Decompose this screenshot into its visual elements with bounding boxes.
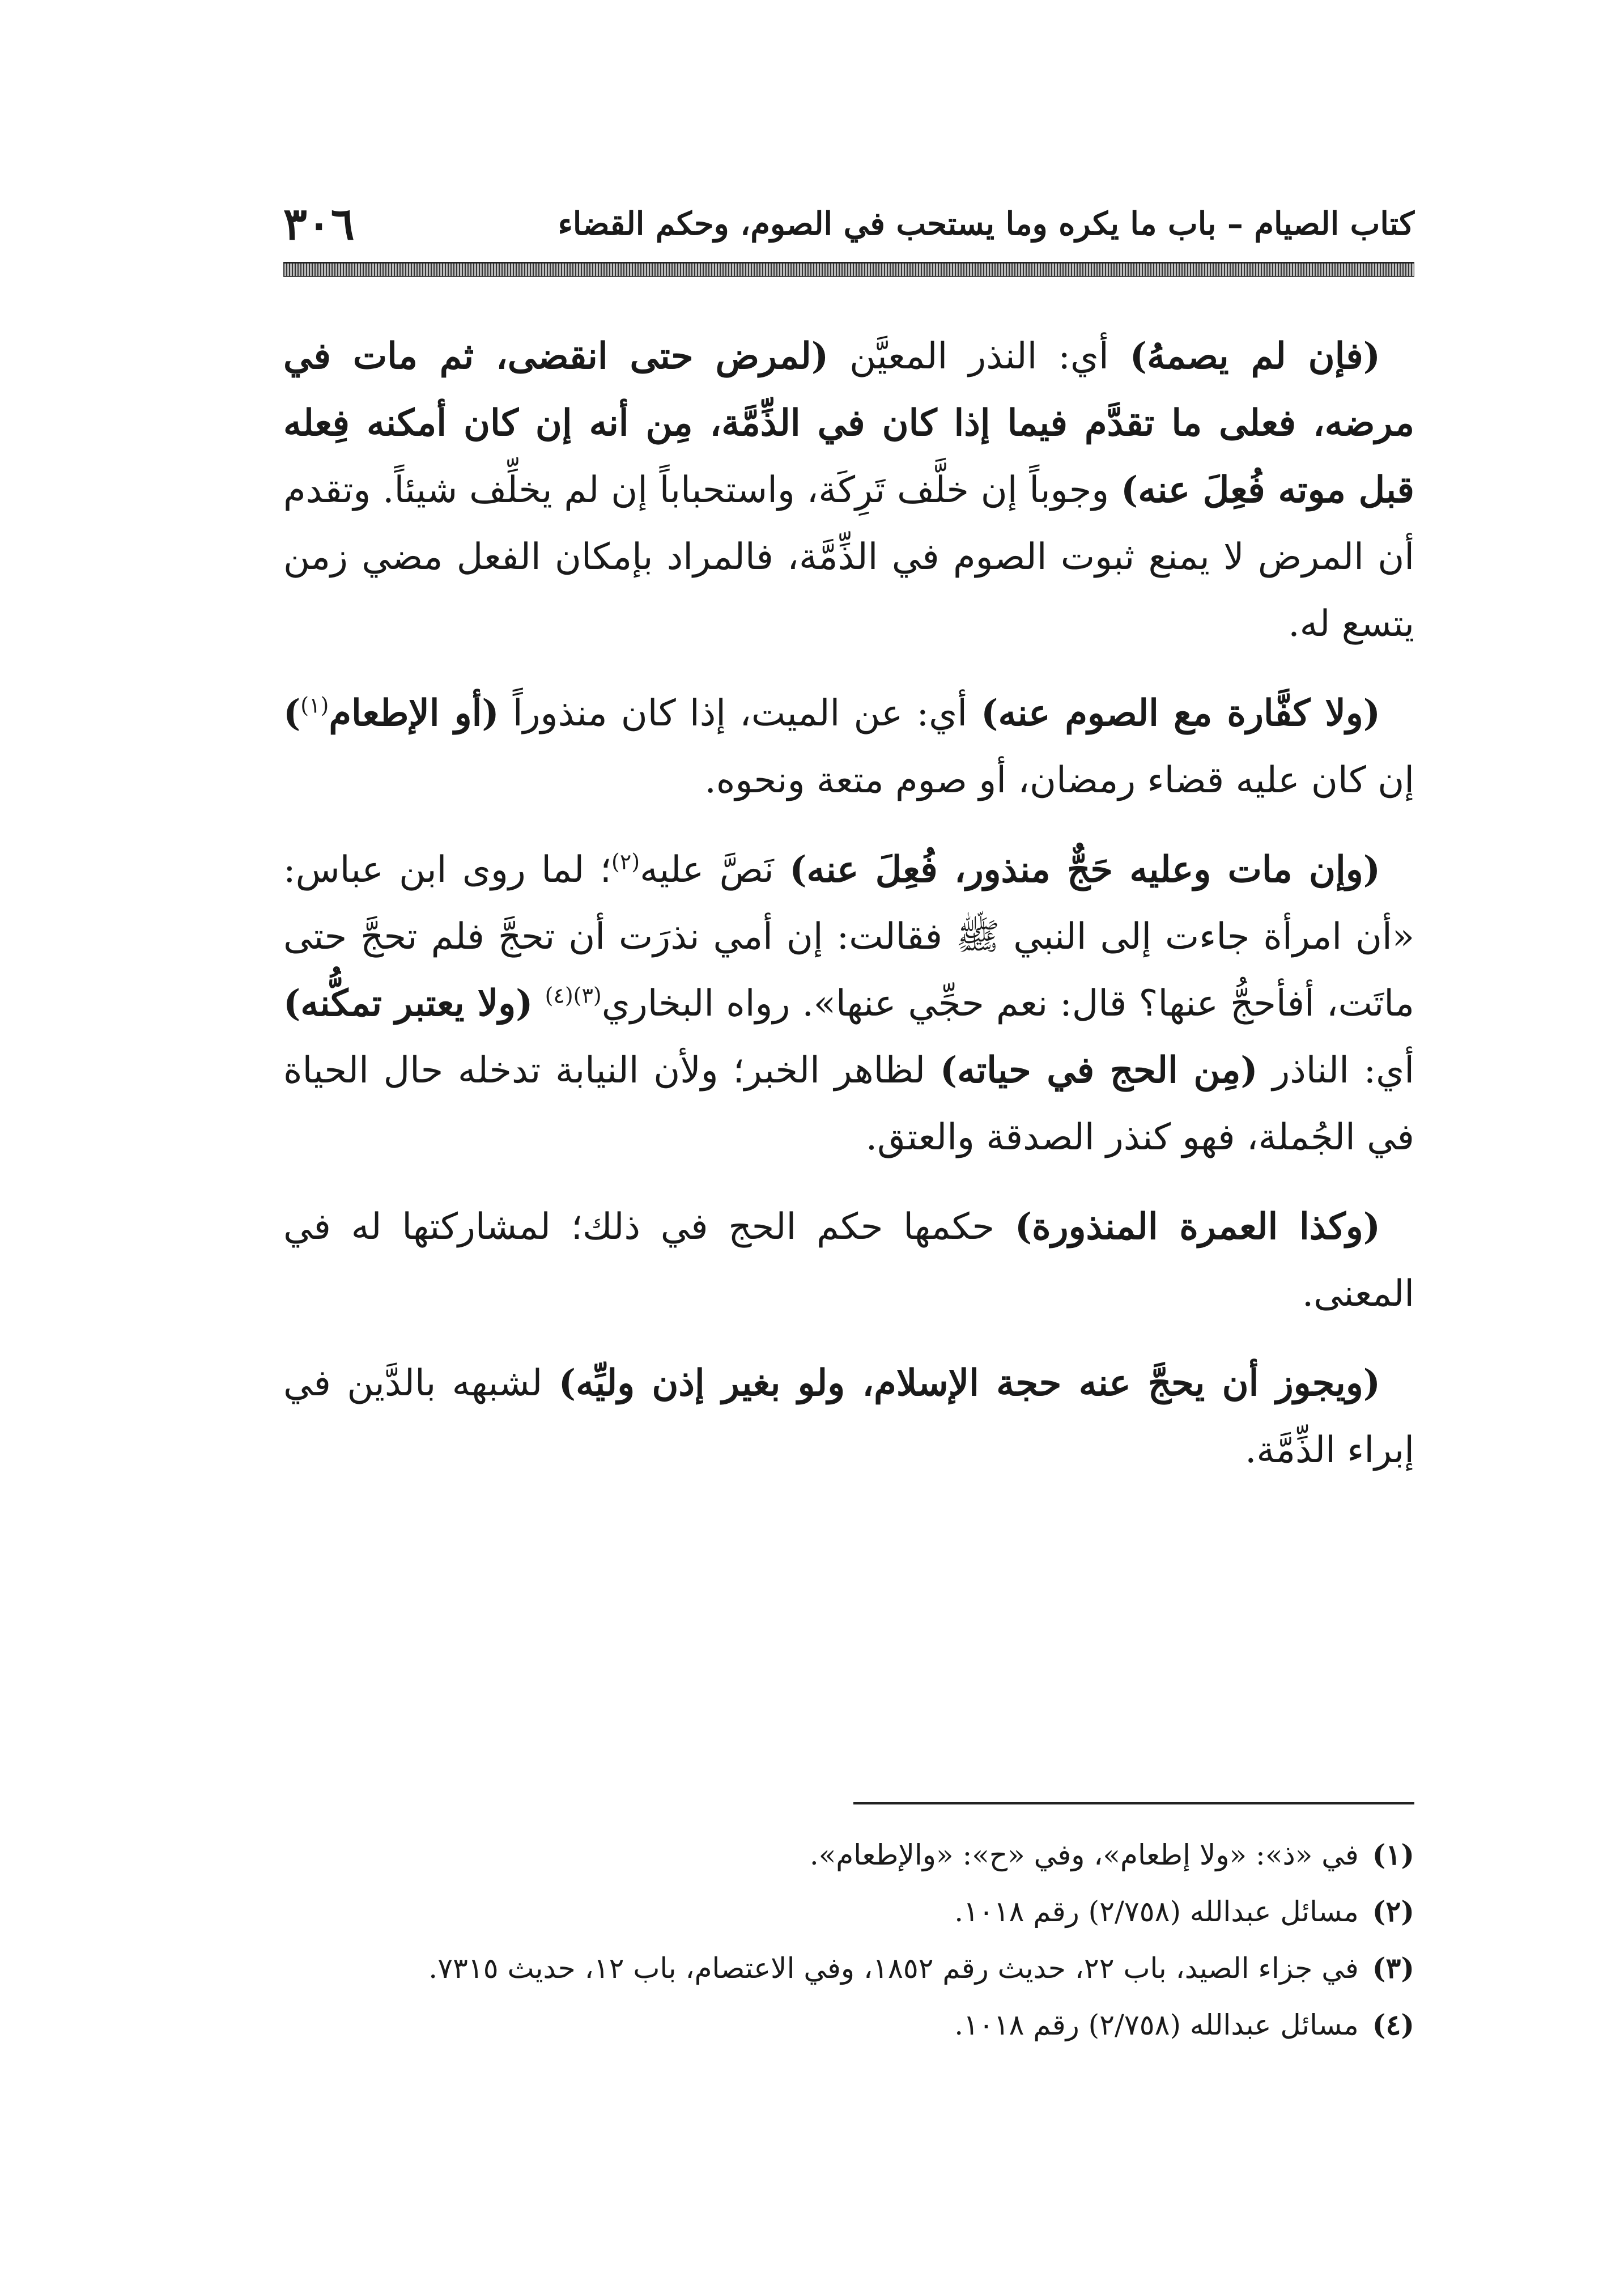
footnote-number: (٢) bbox=[1372, 1895, 1414, 1928]
footnotes bbox=[283, 1831, 1414, 2057]
sharh-text: أي: النذر المعيَّن bbox=[828, 336, 1130, 377]
sharh-text: لشبهه بالدَّين في إبراء الذِّمَّة. bbox=[283, 1362, 1414, 1471]
matn-text: (ولا كفَّارة مع الصوم عنه) bbox=[981, 692, 1381, 734]
matn-text: (فإن لم يصمهُ) bbox=[1129, 335, 1381, 377]
footnote-marker: (٢) bbox=[611, 849, 640, 874]
footnote-separator bbox=[853, 1802, 1414, 1804]
matn-text: (أو الإطعام bbox=[329, 692, 499, 734]
footnote-text: مسائل عبدالله (٢/٧٥٨) رقم ١٠١٨. bbox=[954, 2009, 1359, 2041]
sharh-text: أي: عن الميت، إذا كان منذوراً bbox=[499, 693, 981, 734]
page-header bbox=[283, 187, 1414, 261]
footnote-marker: (٣)(٤) bbox=[545, 983, 602, 1008]
matn-text: (ولا يعتبر تمكُّنه) bbox=[283, 982, 533, 1025]
footnote-text: مسائل عبدالله (٢/٧٥٨) رقم ١٠١٨. bbox=[954, 1895, 1359, 1928]
footnote-item bbox=[283, 1944, 1414, 1993]
page-number: ٣٠٦ bbox=[283, 198, 355, 250]
body-text bbox=[283, 323, 1414, 1506]
paragraph bbox=[283, 680, 1414, 814]
running-title: كتاب الصيام – باب ما يكره وما يستحب في الصوم، وحكم القضاء bbox=[558, 205, 1414, 243]
matn-text: ) bbox=[283, 692, 301, 734]
sharh-text: أي: الناذر bbox=[1257, 1050, 1415, 1092]
sharh-text: حكمها حكم الحج في ذلك؛ لمشاركتها له في المعنى. bbox=[283, 1206, 1414, 1315]
footnote-item bbox=[283, 2001, 1414, 2049]
footnote-item bbox=[283, 1831, 1414, 1879]
footnote-number: (٤) bbox=[1372, 2008, 1414, 2041]
footnote-number: (١) bbox=[1372, 1838, 1414, 1871]
paragraph bbox=[283, 1350, 1414, 1484]
footnote-text: في «ذ»: «ولا إطعام»، وفي «ح»: «والإطعام». bbox=[809, 1838, 1359, 1871]
matn-text: (ويجوز أن يحجَّ عنه حجة الإسلام، ولو بغير إذن وليِّه) bbox=[558, 1362, 1381, 1404]
sharh-text: وجوباً إن خلَّف تَرِكَة، واستحباباً إن لم يخلِّف شيئاً. وتقدم أن المرض لا يمنع ثبوت الصوم في الذِّمَّة، فالمراد بإمكان الفعل مضي زمن يتسع له. bbox=[283, 469, 1414, 645]
header-rule bbox=[283, 262, 1414, 277]
matn-text: (مِن الحج في حياته) bbox=[939, 1049, 1258, 1092]
footnote-item bbox=[283, 1887, 1414, 1936]
sharh-text: لظاهر الخبر؛ ولأن النيابة تدخله حال الحياة في الجُملة، فهو كنذر الصدقة والعتق. bbox=[283, 1050, 1414, 1158]
sharh-text: ؛ لما روى ابن عباس: «أن امرأة جاءت إلى النبي ﷺ فقالت: إن أمي نذرَت أن تحجَّ فلم تحجَّ حتى ماتَت، أفأحجُّ عنها؟ قال: نعم حجِّي عنها». رواه البخاري bbox=[283, 849, 1415, 1025]
paragraph bbox=[283, 836, 1414, 1171]
sharh-text: نَصَّ عليه bbox=[640, 849, 790, 891]
footnote-text: في جزاء الصيد، باب ٢٢، حديث رقم ١٨٥٢، وفي الاعتصام، باب ١٢، حديث ٧٣١٥. bbox=[428, 1952, 1359, 1985]
paragraph bbox=[283, 323, 1414, 657]
matn-text: (لمرض حتى انقضى، ثم مات في مرضه، فعلى ما تقدَّم فيما إذا كان في الذِّمَّة، مِن أنه إن كان أمكنه فِعله قبل موته فُعِلَ عنه) bbox=[283, 335, 1415, 511]
paragraph bbox=[283, 1194, 1414, 1327]
matn-text: (وكذا العمرة المنذورة) bbox=[1014, 1205, 1381, 1248]
sharh-text: إن كان عليه قضاء رمضان، أو صوم متعة ونحوه. bbox=[704, 759, 1414, 801]
footnote-number: (٣) bbox=[1372, 1951, 1414, 1985]
footnote-marker: (١) bbox=[300, 693, 329, 718]
matn-text: (وإن مات وعليه حَجٌّ منذور، فُعِلَ عنه) bbox=[789, 848, 1381, 891]
sharh-text bbox=[533, 983, 545, 1025]
